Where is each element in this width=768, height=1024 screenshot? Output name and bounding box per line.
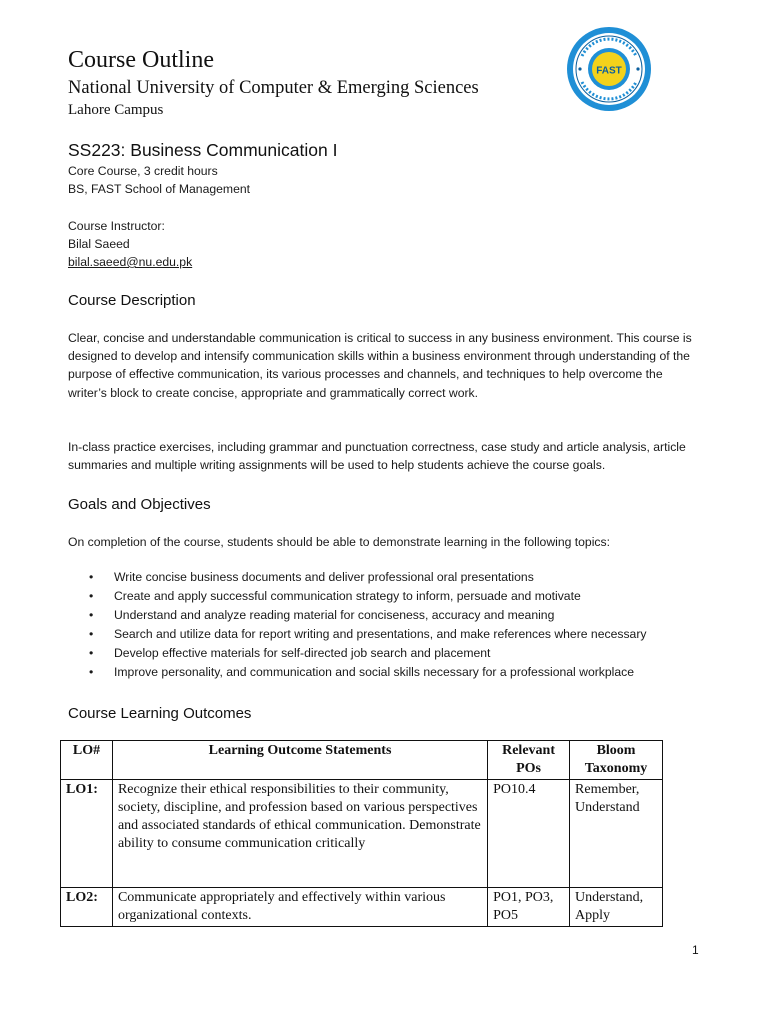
lo-bloom: Remember, Understand bbox=[570, 780, 663, 888]
lo-statement: Communicate appropriately and effectively within various organizational contexts. bbox=[112, 888, 487, 927]
col-header-bloom: Bloom Taxonomy bbox=[570, 741, 663, 780]
col-header-lo: LO# bbox=[61, 741, 113, 780]
goals-list bbox=[68, 568, 708, 681]
lo-id: LO1: bbox=[61, 780, 113, 888]
course-code-title: SS223: Business Communication I bbox=[68, 140, 338, 160]
learning-outcomes-table bbox=[60, 740, 663, 927]
lo-id: LO2: bbox=[61, 888, 113, 927]
col-header-statements: Learning Outcome Statements bbox=[112, 741, 487, 780]
document-title: Course Outline bbox=[68, 47, 214, 73]
list-item: • Understand and analyze reading material for conciseness, accuracy and meaning bbox=[89, 607, 555, 622]
instructor-label: Course Instructor: bbox=[68, 219, 165, 233]
list-item: • Improve personality, and communication and social skills necessary for a professional workplace bbox=[89, 664, 635, 679]
table-row bbox=[61, 780, 663, 888]
goals-intro: On completion of the course, students should be able to demonstrate learning in the following topics: bbox=[68, 535, 610, 549]
table-row bbox=[61, 888, 663, 927]
list-item: • Develop effective materials for self-directed job search and placement bbox=[89, 645, 491, 660]
goals-heading: Goals and Objectives bbox=[68, 496, 211, 513]
lo-pos: PO10.4 bbox=[488, 780, 570, 888]
lo-statement: Recognize their ethical responsibilities to their community, society, discipline, and profession based on various perspectives and associated standards of ethical communication. Demonstrate ability to consume communication critically bbox=[112, 780, 487, 888]
col-header-pos: Relevant POs bbox=[488, 741, 570, 780]
lo-pos: PO1, PO3, PO5 bbox=[488, 888, 570, 927]
page-number: 1 bbox=[692, 943, 699, 957]
description-paragraph-2: In-class practice exercises, including grammar and punctuation correctness, case study and article analysis, article summaries and multiple writing assignments will be used to help students achieve the course goals. bbox=[68, 440, 686, 473]
list-item: • Search and utilize data for report writing and presentations, and make references where necessary bbox=[89, 626, 647, 641]
university-name: National University of Computer & Emerging Sciences bbox=[68, 78, 479, 98]
instructor-email-link[interactable]: bilal.saeed@nu.edu.pk bbox=[68, 255, 193, 269]
logo-text: FAST bbox=[596, 65, 622, 77]
lo-bloom: Understand, Apply bbox=[570, 888, 663, 927]
campus-name: Lahore Campus bbox=[68, 102, 164, 118]
list-item: • Create and apply successful communication strategy to inform, persuade and motivate bbox=[89, 588, 581, 603]
instructor-name: Bilal Saeed bbox=[68, 237, 130, 251]
list-item: • Write concise business documents and deliver professional oral presentations bbox=[89, 570, 534, 584]
description-paragraph-1: Clear, concise and understandable communication is critical to success in any business environment. This course is designed to develop and intensify communication skills within a business environment through understanding of the purpose of effective communication, its various processes and channels, and techniques to help overcome the writer’s block to create concise, appropriate and grammatically correct work. bbox=[68, 331, 692, 400]
description-heading: Course Description bbox=[68, 292, 196, 309]
table-header-row bbox=[61, 741, 663, 780]
outcomes-heading: Course Learning Outcomes bbox=[68, 705, 252, 722]
university-logo bbox=[566, 26, 652, 112]
course-program: BS, FAST School of Management bbox=[68, 182, 251, 196]
course-type: Core Course, 3 credit hours bbox=[68, 164, 218, 178]
